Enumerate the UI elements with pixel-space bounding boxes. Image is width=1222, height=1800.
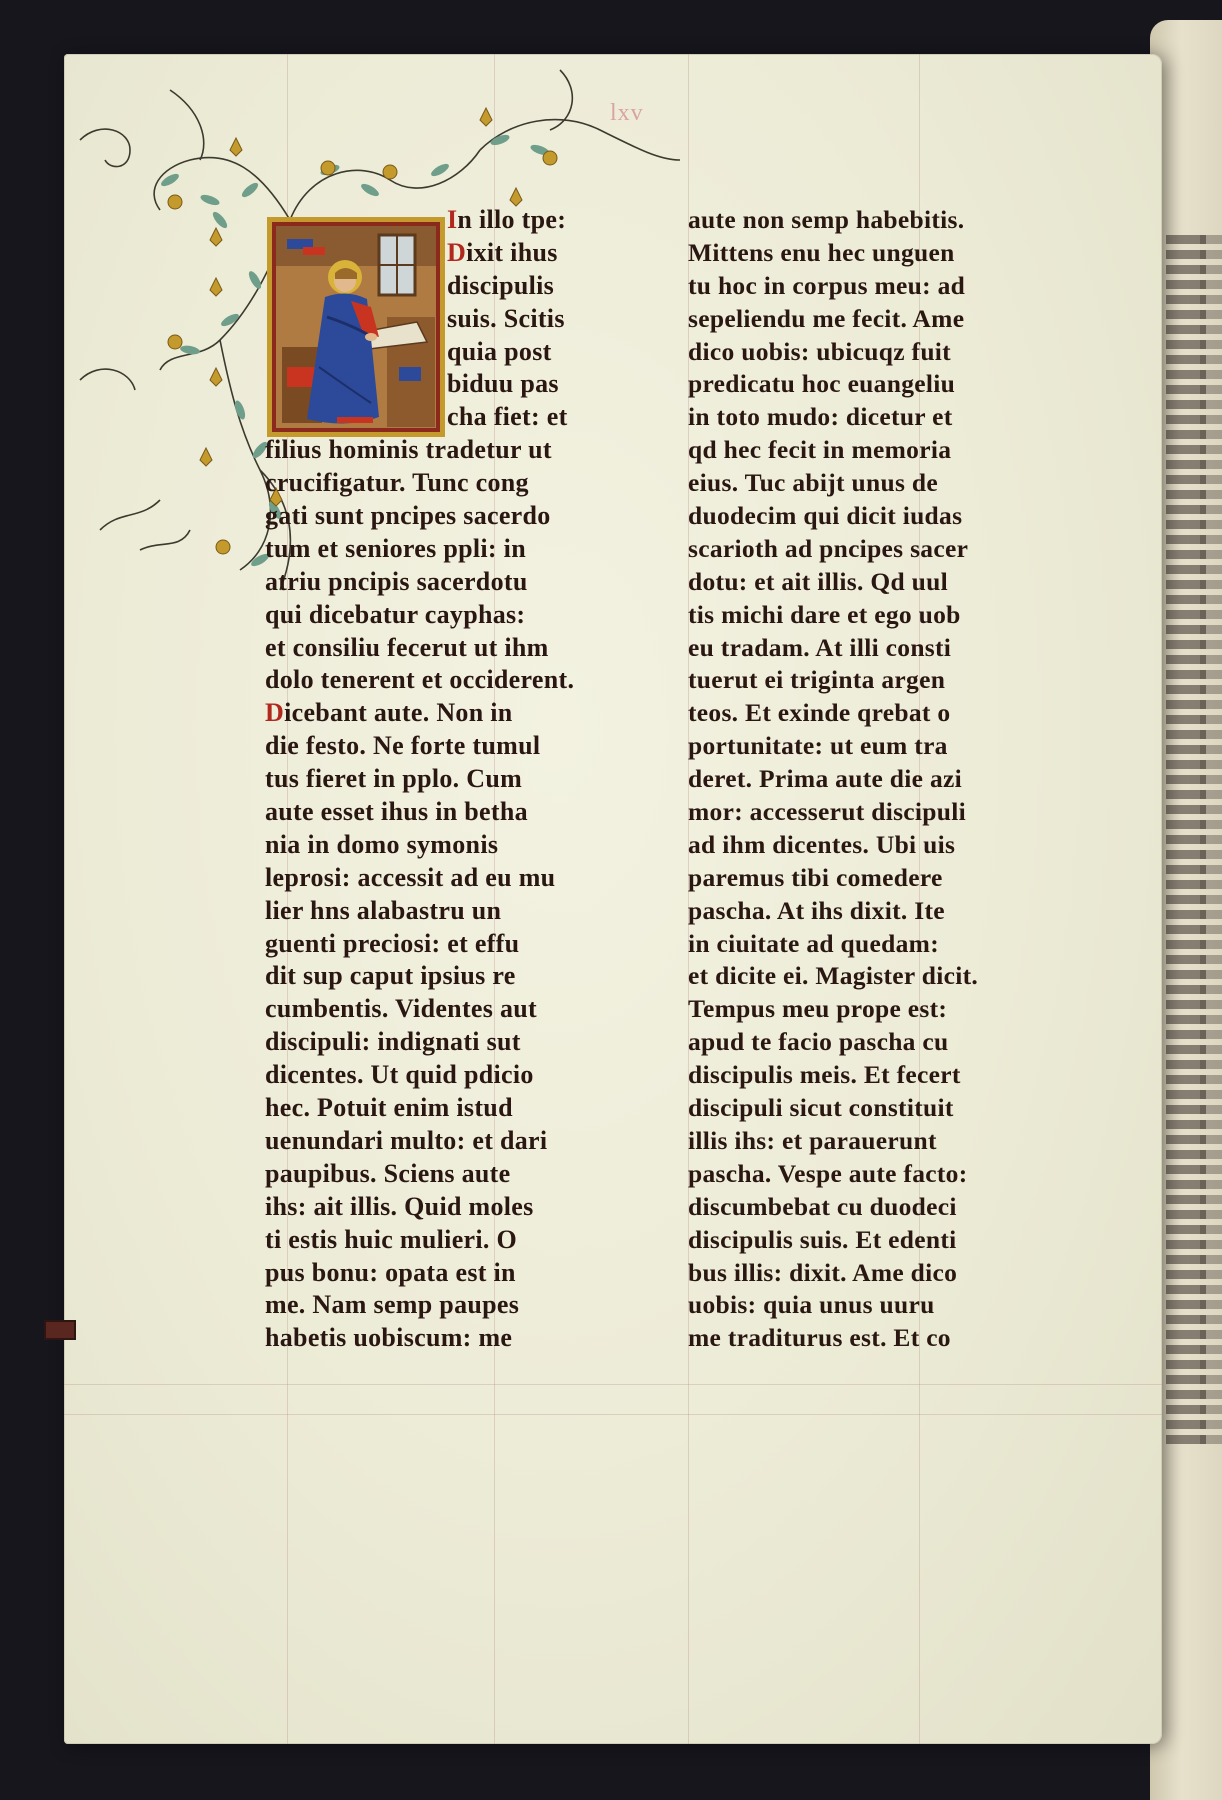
text-line: uobis: quia unus uuru — [688, 1290, 935, 1320]
text-line: paupibus. Sciens aute — [265, 1158, 511, 1188]
text-line: dit sup caput ipsius re — [265, 961, 516, 991]
text-line: duodecim qui dicit iudas — [688, 501, 963, 531]
text-line: nia in domo symonis — [265, 829, 499, 859]
text-line: mor: accesserut discipuli — [688, 797, 967, 827]
text-line: pascha. Vespe aute facto: — [688, 1158, 968, 1188]
text-line: tus fieret in pplo. Cum — [265, 764, 523, 794]
text-line: teos. Et exinde qrebat o — [688, 698, 951, 728]
text-line: habetis uobiscum: me — [265, 1323, 513, 1353]
text-line: suis. Scitis — [447, 303, 565, 333]
text-line: pus bonu: opata est in — [265, 1257, 516, 1287]
text-line: et consiliu fecerut ut ihm — [265, 632, 549, 662]
text-line: discipuli: indignati sut — [265, 1027, 521, 1057]
text-line: eu tradam. At illi consti — [688, 632, 952, 662]
text-line: tuerut ei triginta argen — [688, 665, 946, 695]
text-line: bus illis: dixit. Ame dico — [688, 1257, 958, 1287]
text-line: cha fiet: et — [447, 402, 568, 432]
text-line: discipulis suis. Et edenti — [688, 1224, 957, 1254]
text-line: dolo tenerent et occiderent. — [265, 665, 575, 695]
text-line: me traditurus est. Et co — [688, 1323, 951, 1353]
text-line: Mittens enu hec unguen — [688, 237, 955, 267]
text-line: filius hominis tradetur ut — [265, 435, 552, 465]
text-line: discipuli sicut constituit — [688, 1093, 954, 1123]
text-line: pascha. At ihs dixit. Ite — [688, 895, 945, 925]
text-line: guenti preciosi: et effu — [265, 928, 520, 958]
text-line: leprosi: accessit ad eu mu — [265, 862, 556, 892]
text-line: lier hns alabastru un — [265, 895, 502, 925]
text-line: ti estis huic mulieri. O — [265, 1224, 518, 1254]
text-line: hec. Potuit enim istud — [265, 1093, 513, 1123]
text-line: sepeliendu me fecit. Ame — [688, 303, 965, 333]
text-line: discipulis — [447, 270, 555, 300]
text-line: atriu pncipis sacerdotu — [265, 566, 528, 596]
text-line: apud te facio pascha cu — [688, 1027, 949, 1057]
text-line: eius. Tuc abijt unus de — [688, 468, 938, 498]
text-line: et dicite ei. Magister dicit. — [688, 961, 979, 991]
text-line: ad ihm dicentes. Ubi uis — [688, 829, 956, 859]
text-line: qd hec fecit in memoria — [688, 435, 952, 465]
text-line: uenundari multo: et dari — [265, 1125, 548, 1155]
text-line: aute non semp habebitis. — [688, 205, 965, 234]
text-line: scarioth ad pncipes sacer — [688, 533, 969, 563]
text-column-right — [688, 204, 978, 1355]
text-line: discipulis meis. Et fecert — [688, 1060, 961, 1090]
ruling-line — [64, 1414, 1162, 1415]
text-line: tis michi dare et ego uob — [688, 599, 961, 629]
text-line: discumbebat cu duodeci — [688, 1191, 957, 1221]
rubric-initial: I — [447, 205, 458, 234]
text-line: ihs: ait illis. Quid moles — [265, 1191, 534, 1221]
text-line: aute esset ihus in betha — [265, 797, 528, 827]
text-line: In illo tpe: — [447, 205, 567, 234]
text-line: illis ihs: et parauerunt — [688, 1125, 937, 1155]
text-line: portunitate: ut eum tra — [688, 731, 948, 761]
text-line: paremus tibi comedere — [688, 862, 943, 892]
text-line: in ciuitate ad quedam: — [688, 928, 939, 958]
text-line: in toto mudo: dicetur et — [688, 402, 953, 432]
rubric-initial: D — [265, 698, 285, 728]
text-line: dico uobis: ubicuqz fuit — [688, 336, 951, 366]
next-leaf-text-far — [1200, 235, 1222, 1445]
text-line: crucifigatur. Tunc cong — [265, 468, 529, 498]
text-line: Tempus meu prope est: — [688, 994, 948, 1024]
text-line: tum et seniores ppli: in — [265, 533, 526, 563]
text-line: deret. Prima aute die azi — [688, 764, 962, 794]
text-line: me. Nam semp paupes — [265, 1290, 520, 1320]
bookmark-tab — [44, 1320, 76, 1340]
text-line: quia post — [447, 336, 552, 366]
text-line: tu hoc in corpus meu: ad — [688, 270, 966, 300]
text-line: cumbentis. Videntes aut — [265, 994, 537, 1024]
rubric-initial: D — [447, 237, 467, 267]
text-line: qui dicebatur cayphas: — [265, 599, 526, 629]
text-line: dicentes. Ut quid pdicio — [265, 1060, 534, 1090]
text-line: Dixit ihus — [447, 237, 558, 267]
text-line: dotu: et ait illis. Qd uul — [688, 566, 949, 596]
text-line: gati sunt pncipes sacerdo — [265, 501, 551, 531]
text-line: die festo. Ne forte tumul — [265, 731, 541, 761]
text-line: biduu pas — [447, 369, 559, 399]
text-column-left — [265, 204, 574, 1355]
folio-number: lxv — [610, 100, 644, 126]
ruling-line — [64, 1384, 1162, 1385]
text-line: predicatu hoc euangeliu — [688, 369, 956, 399]
text-line: Dicebant aute. Non in — [265, 698, 513, 728]
